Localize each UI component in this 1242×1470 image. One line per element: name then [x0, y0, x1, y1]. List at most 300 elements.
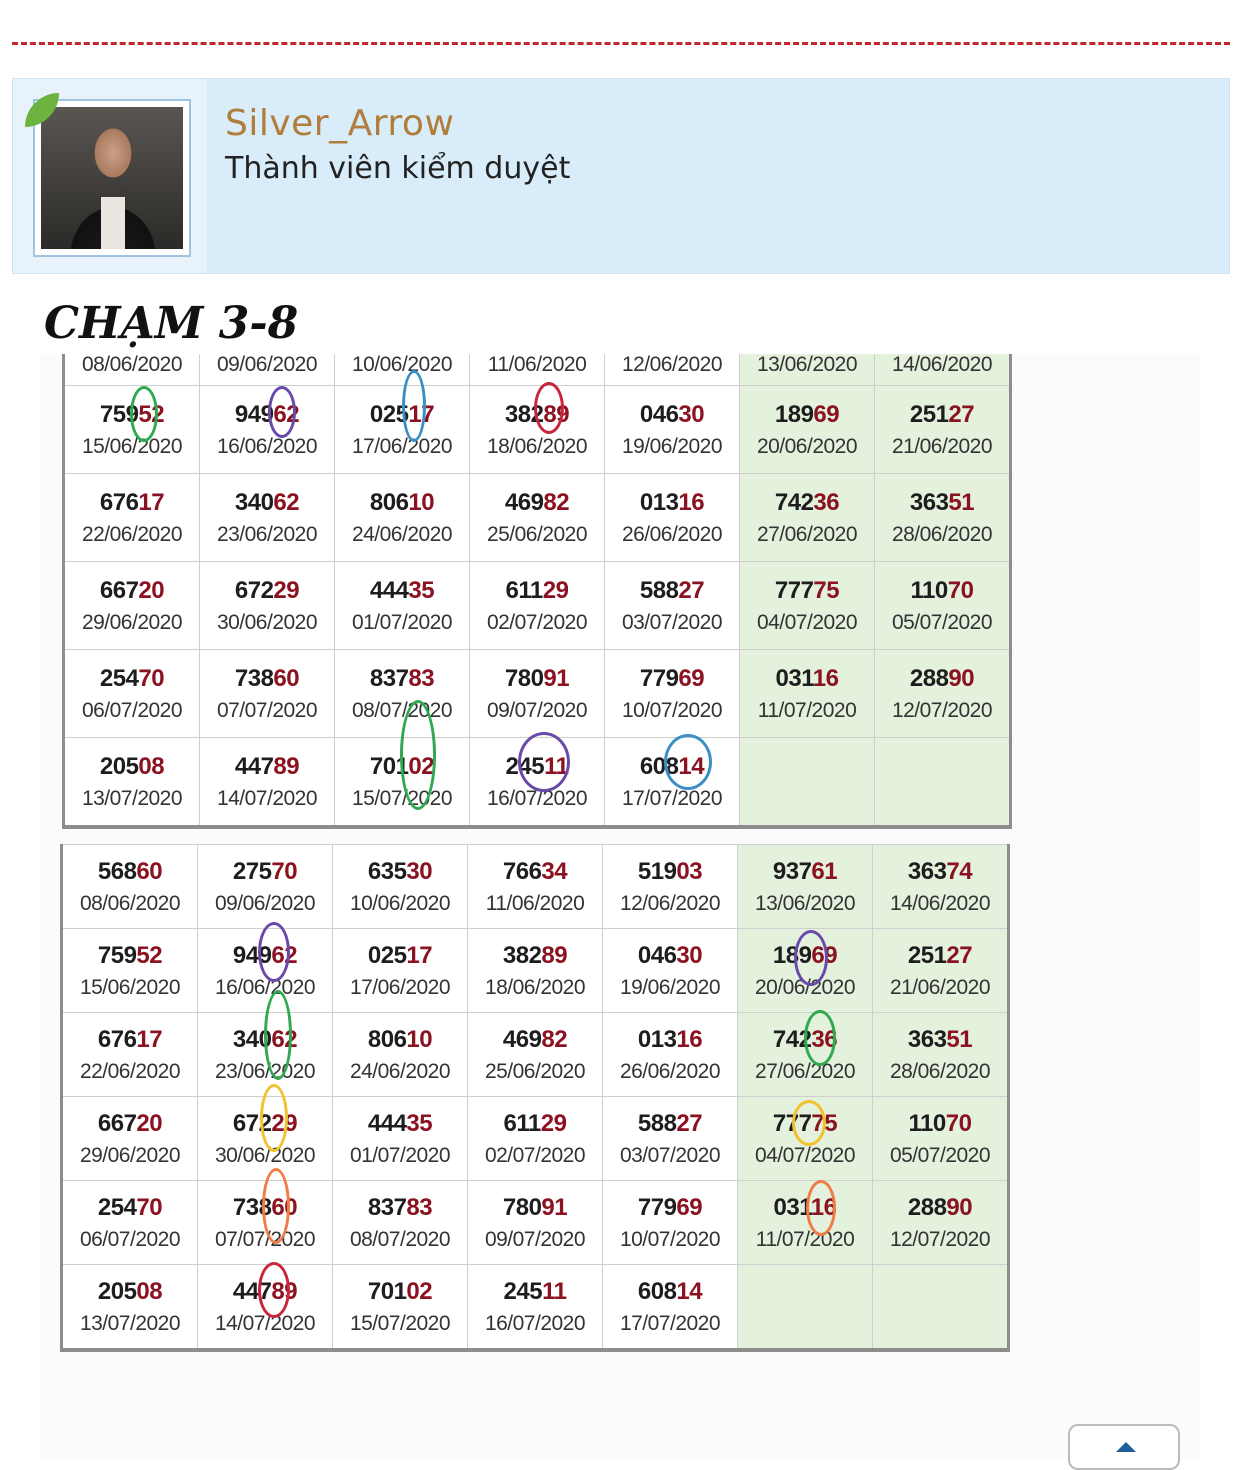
result-number: [333, 1026, 467, 1054]
result-number-head: 447: [234, 752, 274, 780]
result-number-head: 205: [97, 1277, 137, 1305]
result-cell: [603, 929, 738, 1013]
result-number: [738, 1194, 872, 1222]
result-number-head: 251: [909, 400, 949, 428]
result-cell: [873, 1265, 1009, 1351]
result-date: 16/06/2020: [214, 975, 316, 999]
table-row: [62, 929, 1009, 1013]
result-number: [200, 753, 334, 781]
result-number-head: 742: [774, 488, 814, 516]
result-number-head: 667: [97, 1109, 137, 1137]
result-cell: [64, 738, 200, 828]
username-link[interactable]: Silver_Arrow: [225, 103, 455, 144]
result-number-tail: 60: [273, 664, 300, 692]
result-number-tail: 69: [678, 664, 705, 692]
result-cell: [198, 929, 333, 1013]
result-number: [63, 1278, 197, 1306]
result-number-head: 025: [367, 941, 407, 969]
result-number-head: 275: [232, 857, 272, 885]
result-number: [335, 401, 469, 429]
user-card: [12, 78, 1230, 274]
result-number-tail: 70: [271, 857, 298, 885]
result-number-tail: 89: [543, 400, 570, 428]
result-number: [63, 1110, 197, 1138]
result-number-tail: 62: [273, 488, 300, 516]
result-number-head: 013: [637, 1025, 677, 1053]
result-number: [470, 577, 604, 605]
result-number-tail: 17: [138, 488, 165, 516]
result-date: 20/06/2020: [756, 434, 858, 458]
result-number-tail: 27: [946, 941, 973, 969]
result-date: 02/07/2020: [486, 610, 588, 634]
result-number-head: 806: [367, 1025, 407, 1053]
result-cell: [64, 354, 200, 386]
result-cell: [603, 1013, 738, 1097]
result-number: [738, 1026, 872, 1054]
result-cell: [62, 929, 198, 1013]
result-number: [198, 942, 332, 970]
result-cell: [738, 929, 873, 1013]
result-number-head: 635: [367, 857, 407, 885]
result-number-tail: 03: [676, 857, 703, 885]
result-number-head: 701: [367, 1277, 407, 1305]
result-date: 09/06/2020: [216, 354, 318, 376]
result-number-head: 046: [637, 941, 677, 969]
result-number-tail: 16: [678, 488, 705, 516]
avatar-image: [41, 107, 183, 249]
result-number-head: 031: [773, 1193, 811, 1221]
result-number-tail: 69: [811, 941, 838, 969]
result-number-head: 469: [504, 488, 544, 516]
result-number-head: 245: [503, 1277, 543, 1305]
result-number: [335, 577, 469, 605]
result-number: [875, 665, 1009, 693]
result-date: 13/06/2020: [756, 354, 858, 376]
result-cell: [605, 386, 740, 474]
result-number: [468, 942, 602, 970]
result-number-head: 949: [234, 400, 274, 428]
result-cell: [335, 354, 470, 386]
result-cell: [200, 562, 335, 650]
result-number: [873, 858, 1007, 886]
result-number-tail: 30: [406, 857, 433, 885]
result-number-head: 251: [907, 941, 947, 969]
result-number-tail: 29: [273, 576, 300, 604]
result-number-head: 779: [637, 1193, 677, 1221]
result-cell: [333, 1097, 468, 1181]
result-number: [65, 489, 199, 517]
result-number-head: 205: [99, 752, 139, 780]
result-number-head: 254: [99, 664, 139, 692]
table-row: [62, 1097, 1009, 1181]
result-number-tail: 82: [541, 1025, 568, 1053]
result-date: 16/07/2020: [486, 786, 588, 810]
result-number-tail: 29: [271, 1109, 298, 1137]
result-number-tail: 34: [541, 857, 568, 885]
result-number-tail: 35: [406, 1109, 433, 1137]
result-number: [603, 1026, 737, 1054]
result-number: [65, 577, 199, 605]
result-number-head: 667: [99, 576, 139, 604]
result-number: [333, 1194, 467, 1222]
result-cell: [603, 1097, 738, 1181]
result-cell: [470, 650, 605, 738]
result-cell: [62, 1097, 198, 1181]
result-cell: [873, 1181, 1009, 1265]
result-date: 04/07/2020: [754, 1143, 856, 1167]
result-number-head: 837: [367, 1193, 407, 1221]
result-number-head: 110: [908, 1109, 946, 1137]
result-cell: [198, 845, 333, 929]
result-number-tail: 62: [271, 941, 298, 969]
result-number: [468, 1278, 602, 1306]
result-number-tail: 14: [678, 752, 705, 780]
result-number-head: 340: [234, 488, 274, 516]
result-date: 09/07/2020: [486, 698, 588, 722]
result-number-head: 806: [369, 488, 409, 516]
result-number-tail: 70: [947, 576, 974, 604]
result-cell: [605, 474, 740, 562]
result-cell: [873, 1013, 1009, 1097]
result-number-head: 608: [639, 752, 679, 780]
result-number: [63, 858, 197, 886]
result-cell: [64, 386, 200, 474]
result-date: 30/06/2020: [214, 1143, 316, 1167]
result-date: 15/07/2020: [351, 786, 453, 810]
result-cell: [333, 1181, 468, 1265]
result-number: [470, 489, 604, 517]
result-date: 03/07/2020: [619, 1143, 721, 1167]
result-number-tail: 51: [946, 1025, 973, 1053]
result-cell: [468, 1097, 603, 1181]
result-cell: [875, 354, 1011, 386]
result-number: [740, 489, 874, 517]
result-number-head: 288: [907, 1193, 947, 1221]
result-number-tail: 14: [676, 1277, 703, 1305]
result-cell: [468, 1013, 603, 1097]
result-number: [200, 665, 334, 693]
result-number-head: 189: [772, 941, 812, 969]
result-cell: [468, 1265, 603, 1351]
result-date: 27/06/2020: [756, 522, 858, 546]
result-date: 08/07/2020: [351, 698, 453, 722]
user-title: Thành viên kiểm duyệt: [225, 151, 571, 186]
result-cell: [873, 845, 1009, 929]
result-number: [335, 489, 469, 517]
result-number-tail: 27: [948, 400, 975, 428]
result-number-tail: 89: [273, 752, 300, 780]
result-number-head: 340: [232, 1025, 272, 1053]
result-cell: [740, 474, 875, 562]
result-cell: [875, 562, 1011, 650]
result-date: 25/06/2020: [484, 1059, 586, 1083]
result-date: 24/06/2020: [349, 1059, 451, 1083]
result-date: 17/06/2020: [349, 975, 451, 999]
result-number: [738, 1110, 872, 1138]
result-number-head: 588: [637, 1109, 677, 1137]
result-date: 12/06/2020: [621, 354, 723, 376]
result-number-tail: 70: [138, 664, 165, 692]
result-date: 12/06/2020: [619, 891, 721, 915]
result-cell: [468, 845, 603, 929]
result-number-tail: 20: [138, 576, 165, 604]
result-cell: [333, 1013, 468, 1097]
result-number: [65, 665, 199, 693]
arrow-up-icon: [1116, 1442, 1136, 1452]
result-date: 23/06/2020: [216, 522, 318, 546]
result-date: 18/06/2020: [486, 434, 588, 458]
table-row: [62, 1013, 1009, 1097]
result-date: 28/06/2020: [889, 1059, 991, 1083]
result-date: 05/07/2020: [889, 1143, 991, 1167]
result-cell: [873, 929, 1009, 1013]
result-cell: [875, 738, 1011, 828]
result-number-tail: 69: [676, 1193, 703, 1221]
result-number-head: 608: [637, 1277, 677, 1305]
result-number: [605, 665, 739, 693]
result-date: 19/06/2020: [619, 975, 721, 999]
result-number-tail: 30: [676, 941, 703, 969]
result-number-tail: 10: [406, 1025, 433, 1053]
result-number-head: 031: [775, 664, 813, 692]
result-date: 09/06/2020: [214, 891, 316, 915]
result-date: 27/06/2020: [754, 1059, 856, 1083]
result-number-tail: 08: [138, 752, 165, 780]
result-cell: [333, 1265, 468, 1351]
result-cell: [470, 562, 605, 650]
result-number-head: 738: [234, 664, 274, 692]
result-number-tail: 02: [406, 1277, 433, 1305]
result-cell: [200, 386, 335, 474]
result-cell: [603, 1181, 738, 1265]
result-date: 22/06/2020: [79, 1059, 181, 1083]
result-date: 13/07/2020: [79, 1311, 181, 1335]
result-number-head: 780: [502, 1193, 542, 1221]
table-row: [64, 474, 1011, 562]
result-cell: [335, 474, 470, 562]
result-number-head: 742: [772, 1025, 812, 1053]
result-number-tail: 11: [542, 1277, 567, 1305]
result-cell: [605, 562, 740, 650]
result-number: [738, 942, 872, 970]
result-number-tail: 35: [408, 576, 435, 604]
result-date: 22/06/2020: [81, 522, 183, 546]
result-number-head: 288: [909, 664, 949, 692]
result-cell: [335, 386, 470, 474]
result-number: [605, 401, 739, 429]
result-date: 04/07/2020: [756, 610, 858, 634]
result-number-head: 013: [639, 488, 679, 516]
result-date: 12/07/2020: [891, 698, 993, 722]
result-number-tail: 29: [542, 576, 569, 604]
result-number: [198, 1278, 332, 1306]
separator-dashed-line: [12, 42, 1230, 45]
table-row: [64, 650, 1011, 738]
result-number-tail: 83: [408, 664, 435, 692]
result-number-head: 837: [369, 664, 409, 692]
result-number: [200, 489, 334, 517]
result-number-tail: 83: [406, 1193, 433, 1221]
result-cell: [605, 650, 740, 738]
result-date: 09/07/2020: [484, 1227, 586, 1251]
result-number-tail: 70: [136, 1193, 163, 1221]
table1-image-crop: [40, 354, 1040, 830]
result-cell: [603, 1265, 738, 1351]
result-cell: [738, 1013, 873, 1097]
result-number: [603, 1194, 737, 1222]
result-date: 14/07/2020: [216, 786, 318, 810]
result-number: [603, 858, 737, 886]
result-number: [605, 753, 739, 781]
avatar[interactable]: [33, 99, 191, 257]
result-number-head: 676: [97, 1025, 137, 1053]
result-number: [65, 753, 199, 781]
result-date: 05/07/2020: [891, 610, 993, 634]
result-number: [468, 858, 602, 886]
result-number-tail: 52: [138, 400, 165, 428]
result-number-tail: 90: [946, 1193, 973, 1221]
result-number: [603, 1110, 737, 1138]
result-number-head: 519: [637, 857, 677, 885]
result-date: 11/07/2020: [757, 698, 857, 722]
result-cell: [198, 1181, 333, 1265]
result-date: 11/06/2020: [487, 354, 587, 376]
result-number-head: 937: [772, 857, 812, 885]
result-cell: [62, 1265, 198, 1351]
result-number: [740, 665, 874, 693]
result-date: 29/06/2020: [81, 610, 183, 634]
result-date: 30/06/2020: [216, 610, 318, 634]
result-cell: [738, 1181, 873, 1265]
result-cell: [875, 650, 1011, 738]
result-date: 10/07/2020: [621, 698, 723, 722]
result-date: 03/07/2020: [621, 610, 723, 634]
result-date: 16/07/2020: [484, 1311, 586, 1335]
result-number-tail: 20: [136, 1109, 163, 1137]
result-date: 14/06/2020: [891, 354, 993, 376]
result-date: 13/07/2020: [81, 786, 183, 810]
result-date: 14/07/2020: [214, 1311, 316, 1335]
result-date: 15/06/2020: [81, 434, 183, 458]
result-date: 08/07/2020: [349, 1227, 451, 1251]
avatar-shirt-shape: [101, 197, 125, 249]
result-number-tail: 52: [136, 941, 163, 969]
result-number-head: 777: [772, 1109, 812, 1137]
table-row: [62, 1181, 1009, 1265]
result-number-head: 568: [97, 857, 137, 885]
result-date: 12/07/2020: [889, 1227, 991, 1251]
result-number-tail: 62: [271, 1025, 298, 1053]
result-number-head: 110: [910, 576, 948, 604]
result-number-tail: 17: [136, 1025, 163, 1053]
result-number-tail: 75: [811, 1109, 838, 1137]
table-row: [64, 354, 1011, 386]
result-date: 21/06/2020: [889, 975, 991, 999]
result-number-tail: 02: [408, 752, 435, 780]
result-cell: [873, 1097, 1009, 1181]
result-date: 08/06/2020: [79, 891, 181, 915]
result-cell: [875, 386, 1011, 474]
result-date: 20/06/2020: [754, 975, 856, 999]
result-number: [468, 1110, 602, 1138]
result-number: [875, 401, 1009, 429]
result-cell: [740, 738, 875, 828]
result-number: [198, 1110, 332, 1138]
result-number-tail: 10: [408, 488, 435, 516]
result-number: [603, 1278, 737, 1306]
result-cell: [200, 738, 335, 828]
result-cell: [62, 845, 198, 929]
results-table-2: [60, 844, 1010, 1352]
result-date: 14/06/2020: [889, 891, 991, 915]
result-number-tail: 60: [271, 1193, 298, 1221]
result-number-tail: 16: [676, 1025, 703, 1053]
result-number-tail: 29: [540, 1109, 567, 1137]
result-date: 17/07/2020: [621, 786, 723, 810]
result-number-tail: 90: [948, 664, 975, 692]
result-number-tail: 11: [544, 752, 569, 780]
result-number-head: 779: [639, 664, 679, 692]
result-date: 29/06/2020: [79, 1143, 181, 1167]
result-date: 06/07/2020: [79, 1227, 181, 1251]
result-number: [605, 489, 739, 517]
result-number: [333, 942, 467, 970]
result-number-head: 676: [99, 488, 139, 516]
result-number-head: 949: [232, 941, 272, 969]
result-cell: [470, 738, 605, 828]
result-number-head: 254: [97, 1193, 137, 1221]
result-number: [875, 577, 1009, 605]
post-title: CHẠM 3-8: [44, 298, 299, 349]
result-number: [468, 1194, 602, 1222]
result-cell: [470, 354, 605, 386]
result-cell: [740, 562, 875, 650]
result-number-head: 701: [369, 752, 409, 780]
result-number: [333, 1278, 467, 1306]
result-number-tail: 70: [945, 1109, 972, 1137]
result-date: 23/06/2020: [214, 1059, 316, 1083]
result-number: [603, 942, 737, 970]
result-number: [333, 1110, 467, 1138]
result-number-tail: 75: [813, 576, 840, 604]
result-cell: [468, 929, 603, 1013]
result-number-tail: 30: [678, 400, 705, 428]
result-number-head: 382: [504, 400, 544, 428]
result-cell: [335, 650, 470, 738]
result-number: [738, 858, 872, 886]
result-number-head: 780: [504, 664, 544, 692]
result-number-tail: 62: [273, 400, 300, 428]
result-number-head: 469: [502, 1025, 542, 1053]
result-date: 15/07/2020: [349, 1311, 451, 1335]
result-number: [605, 577, 739, 605]
result-date: 21/06/2020: [891, 434, 993, 458]
result-number: [873, 942, 1007, 970]
result-date: 01/07/2020: [349, 1143, 451, 1167]
scroll-to-top-button[interactable]: [1068, 1424, 1180, 1470]
result-number: [200, 577, 334, 605]
result-cell: [738, 1097, 873, 1181]
result-cell: [62, 1181, 198, 1265]
result-cell: [64, 474, 200, 562]
result-date: 07/07/2020: [216, 698, 318, 722]
result-date: 06/07/2020: [81, 698, 183, 722]
result-date: 26/06/2020: [619, 1059, 721, 1083]
result-number-head: 672: [234, 576, 274, 604]
result-number-head: 611: [503, 1109, 541, 1137]
result-date: 08/06/2020: [81, 354, 183, 376]
result-number: [198, 1194, 332, 1222]
